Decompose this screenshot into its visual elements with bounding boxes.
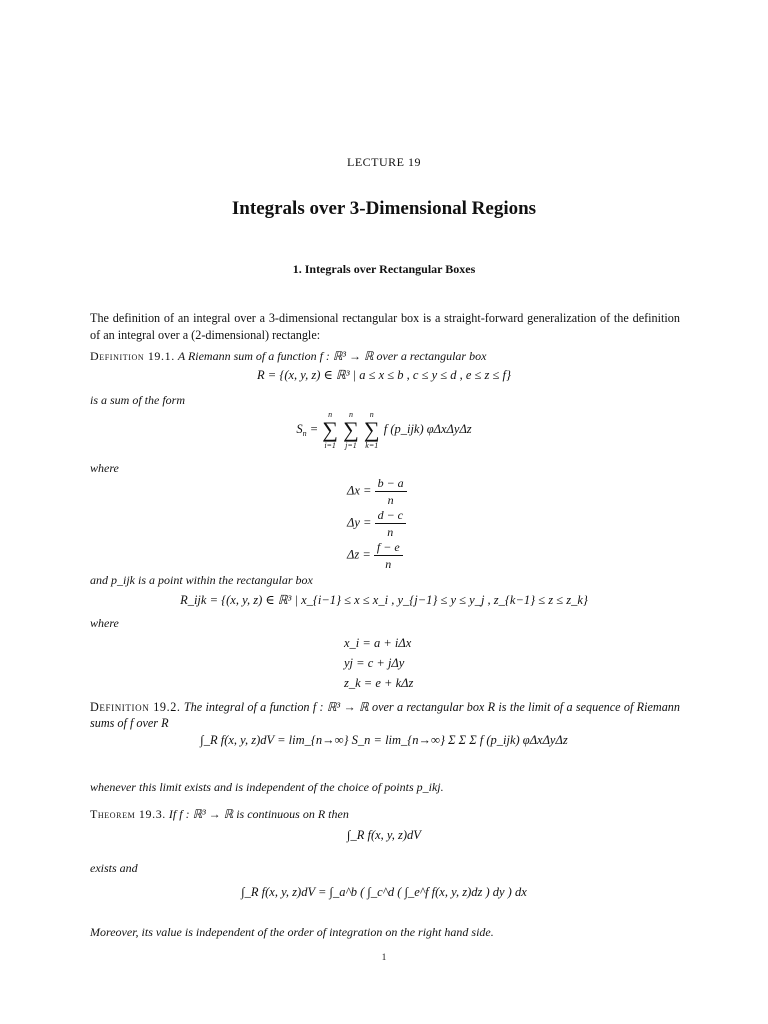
point-text: and p_ijk is a point within the rectangular box xyxy=(90,573,313,587)
equation-box-R xyxy=(0,367,768,383)
theorem-19-3 xyxy=(90,806,349,822)
definition-19-2 xyxy=(90,699,680,731)
sum-i-operator: n ∑ i=1 xyxy=(322,410,338,450)
equation-integral-simple-text: ∫_R f(x, y, z)dV xyxy=(347,828,421,842)
where-text-2: where xyxy=(90,616,119,630)
equation-subbox-Rijk-text: R_ijk = {(x, y, z) ∈ ℝ³ | x_{i−1} ≤ x ≤ x_i , y_{j−1} ≤ y ≤ y_j , z_{k−1} ≤ z ≤ z_k} xyxy=(180,593,588,607)
delta-y-lhs: Δy = xyxy=(347,515,372,530)
equation-riemann-sum: $S_n$ = n ∑ i=1 n ∑ j=1 n ∑ k=1 f (p_ijk) φΔxΔyΔz xyxy=(296,410,472,450)
delta-x-numerator: b − a xyxy=(375,477,407,492)
equation-integral-simple xyxy=(0,828,768,843)
definition-19-1 xyxy=(90,348,486,364)
delta-z-equation xyxy=(347,541,403,570)
delta-z-denominator: n xyxy=(385,557,392,571)
equation-box-R-text: R = {(x, y, z) ∈ ℝ³ | a ≤ x ≤ b , c ≤ y ≤ d , e ≤ z ≤ f} xyxy=(257,368,511,382)
equation-integral-limit xyxy=(0,733,768,748)
definition-19-2-text: The integral of a function f : ℝ³ → ℝ over a rectangular box R is the limit of a sequence of Riemann sums of f over R xyxy=(90,700,680,730)
grid-point-y: yj = c + jΔy xyxy=(344,656,405,670)
delta-z-numerator: f − e xyxy=(374,541,403,556)
delta-z-lhs: Δz = xyxy=(347,547,371,562)
delta-x-equation xyxy=(347,477,407,506)
moreover-text: Moreover, its value is independent of the order of integration on the right hand side. xyxy=(90,925,494,939)
riemann-sum-body: f (p_ijk) φΔxΔyΔz xyxy=(383,421,472,436)
equation-integral-limit-text: ∫_R f(x, y, z)dV = lim_{n→∞} S_n = lim_{n→∞} Σ Σ Σ f (p_ijk) φΔxΔyΔz xyxy=(200,733,568,747)
definition-19-1-text: A Riemann sum of a function f : ℝ³ → ℝ over a rectangular box xyxy=(177,349,487,363)
equation-subbox-Rijk xyxy=(0,592,768,608)
intro-paragraph: The definition of an integral over a 3-dimensional rectangular box is a straight-forward generalization of the definition of an integral over a (2-dimensional) rectangle: xyxy=(90,311,680,342)
delta-x-lhs: Δx = xyxy=(347,483,372,498)
sum-j-operator: n ∑ j=1 xyxy=(343,410,359,450)
sn-subscript: n xyxy=(302,428,307,438)
exists-text: exists and xyxy=(90,861,138,875)
lecture-label: LECTURE 19 xyxy=(347,155,421,169)
section-heading: 1. Integrals over Rectangular Boxes xyxy=(292,262,476,276)
equation-iterated-integral xyxy=(0,885,768,900)
delta-y-equation xyxy=(347,509,406,538)
delta-y-numerator: d − c xyxy=(375,509,406,524)
page-title: Integrals over 3-Dimensional Regions xyxy=(231,198,537,219)
grid-point-x: x_i = a + iΔx xyxy=(344,636,412,650)
sn-symbol: S xyxy=(296,421,303,436)
delta-x-denominator: n xyxy=(387,493,394,507)
sum-k-operator: n ∑ k=1 xyxy=(363,410,380,450)
definition-19-2-label: Definition 19.2. xyxy=(90,700,181,714)
theorem-19-3-label: Theorem 19.3. xyxy=(90,807,166,821)
whenever-text: whenever this limit exists and is independent of the choice of points p_ikj. xyxy=(90,780,444,794)
where-text-1: where xyxy=(90,461,119,475)
page-number: 1 xyxy=(381,952,387,962)
delta-y-denominator: n xyxy=(387,525,394,539)
equation-iterated-integral-text: ∫_R f(x, y, z)dV = ∫_a^b ( ∫_c^d ( ∫_e^f f(x, y, z)dz ) dy ) dx xyxy=(241,885,527,899)
sum-form-text: is a sum of the form xyxy=(90,393,186,407)
theorem-19-3-text: If f : ℝ³ → ℝ is continuous on R then xyxy=(168,807,349,821)
grid-point-z: z_k = e + kΔz xyxy=(344,676,414,690)
definition-19-1-label: Definition 19.1. xyxy=(90,349,175,363)
